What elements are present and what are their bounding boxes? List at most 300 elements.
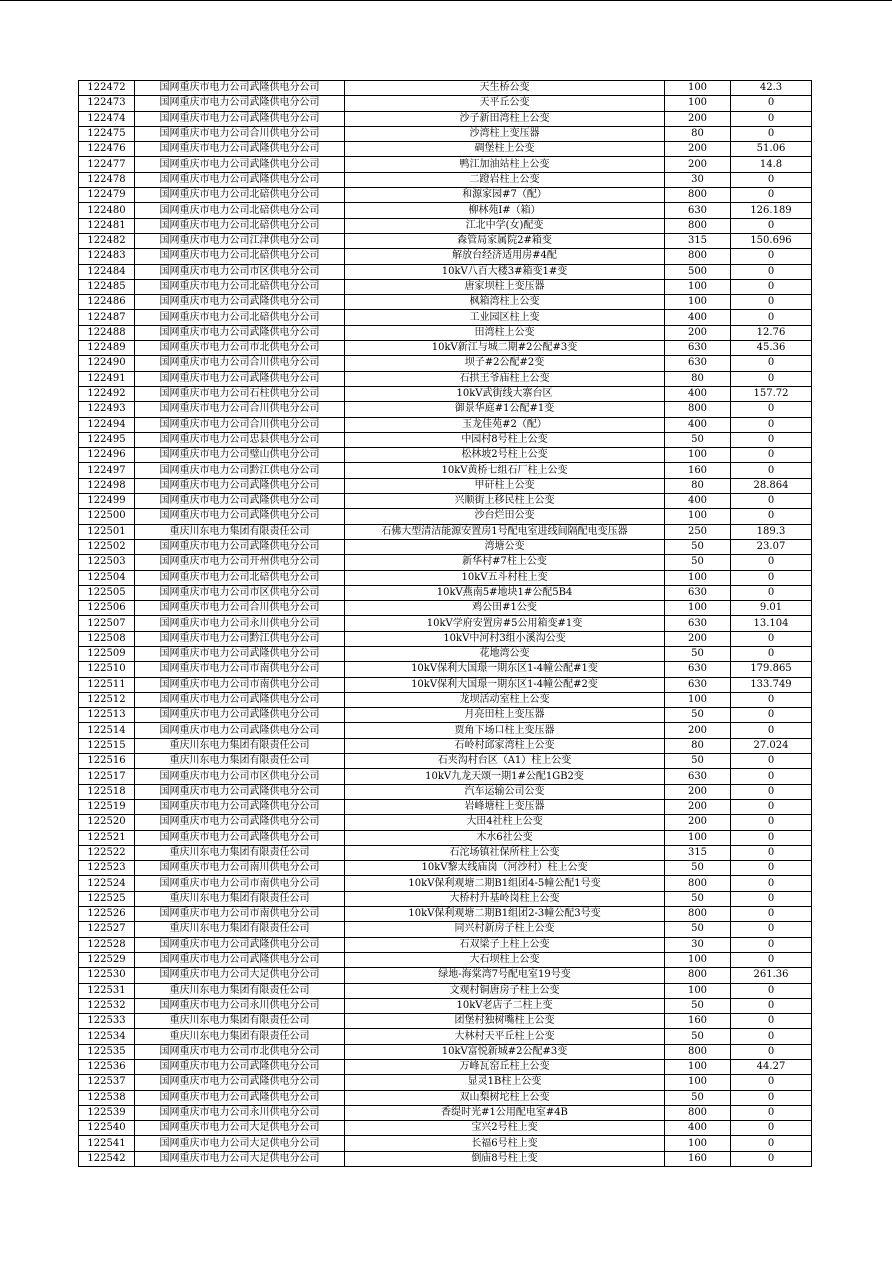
capacity-cell: 100 bbox=[665, 1060, 731, 1075]
value-cell: 0 bbox=[731, 494, 812, 509]
row-id-cell: 122524 bbox=[79, 876, 135, 891]
company-cell: 国网重庆市电力公司武隆供电分公司 bbox=[135, 1060, 345, 1075]
row-id-cell: 122497 bbox=[79, 463, 135, 478]
row-id-cell: 122480 bbox=[79, 203, 135, 218]
company-cell: 国网重庆市电力公司璧山供电分公司 bbox=[135, 448, 345, 463]
company-cell: 国网重庆市电力公司武隆供电分公司 bbox=[135, 1075, 345, 1090]
table-row bbox=[79, 1029, 812, 1044]
capacity-cell: 100 bbox=[665, 448, 731, 463]
table-row bbox=[79, 417, 812, 432]
row-id-cell: 122508 bbox=[79, 631, 135, 646]
row-id-cell: 122529 bbox=[79, 952, 135, 967]
company-cell: 国网重庆市电力公司武隆供电分公司 bbox=[135, 830, 345, 845]
table-row bbox=[79, 310, 812, 325]
transformer-name-cell: 10kV武街线大寨台区 bbox=[345, 386, 665, 401]
value-cell: 0 bbox=[731, 188, 812, 203]
company-cell: 国网重庆市电力公司北碚供电分公司 bbox=[135, 203, 345, 218]
company-cell: 国网重庆市电力公司市北供电分公司 bbox=[135, 1044, 345, 1059]
table-row bbox=[79, 386, 812, 401]
transformer-name-cell: 岩峰塘柱上变压器 bbox=[345, 799, 665, 814]
company-cell: 国网重庆市电力公司永川供电分公司 bbox=[135, 616, 345, 631]
transformer-name-cell: 月亮田柱上变压器 bbox=[345, 708, 665, 723]
row-id-cell: 122472 bbox=[79, 81, 135, 96]
company-cell: 国网重庆市电力公司武隆供电分公司 bbox=[135, 784, 345, 799]
row-id-cell: 122541 bbox=[79, 1136, 135, 1151]
value-cell: 0 bbox=[731, 983, 812, 998]
transformer-name-cell: 10kV新江与城二期#2公配#3变 bbox=[345, 341, 665, 356]
company-cell: 国网重庆市电力公司黔江供电分公司 bbox=[135, 631, 345, 646]
value-cell: 0 bbox=[731, 876, 812, 891]
value-cell: 14.8 bbox=[731, 157, 812, 172]
table-row bbox=[79, 570, 812, 585]
table-row bbox=[79, 218, 812, 233]
row-id-cell: 122519 bbox=[79, 799, 135, 814]
value-cell: 0 bbox=[731, 96, 812, 111]
transformer-name-cell: 石佛大型清洁能源安置房1号配电室进线间隔配电变压器 bbox=[345, 524, 665, 539]
value-cell: 0 bbox=[731, 922, 812, 937]
row-id-cell: 122488 bbox=[79, 325, 135, 340]
company-cell: 国网重庆市电力公司黔江供电分公司 bbox=[135, 463, 345, 478]
company-cell: 国网重庆市电力公司武隆供电分公司 bbox=[135, 325, 345, 340]
company-cell: 国网重庆市电力公司市南供电分公司 bbox=[135, 662, 345, 677]
table-row bbox=[79, 1060, 812, 1075]
capacity-cell: 100 bbox=[665, 81, 731, 96]
capacity-cell: 80 bbox=[665, 738, 731, 753]
table-row bbox=[79, 356, 812, 371]
transformer-name-cell: 10kV富悦新城#2公配#3变 bbox=[345, 1044, 665, 1059]
table-row bbox=[79, 233, 812, 248]
capacity-cell: 800 bbox=[665, 907, 731, 922]
value-cell: 9.01 bbox=[731, 601, 812, 616]
company-cell: 国网重庆市电力公司开州供电分公司 bbox=[135, 555, 345, 570]
value-cell: 0 bbox=[731, 861, 812, 876]
row-id-cell: 122516 bbox=[79, 754, 135, 769]
table-row bbox=[79, 494, 812, 509]
value-cell: 0 bbox=[731, 218, 812, 233]
value-cell: 0 bbox=[731, 799, 812, 814]
table-row bbox=[79, 723, 812, 738]
value-cell: 0 bbox=[731, 402, 812, 417]
company-cell: 国网重庆市电力公司市南供电分公司 bbox=[135, 876, 345, 891]
company-cell: 国网重庆市电力公司武隆供电分公司 bbox=[135, 708, 345, 723]
row-id-cell: 122512 bbox=[79, 692, 135, 707]
table-row bbox=[79, 249, 812, 264]
value-cell: 0 bbox=[731, 830, 812, 845]
capacity-cell: 800 bbox=[665, 218, 731, 233]
table-row bbox=[79, 754, 812, 769]
company-cell: 国网重庆市电力公司北碚供电分公司 bbox=[135, 310, 345, 325]
transformer-name-cell: 10kV老店子二柱上变 bbox=[345, 998, 665, 1013]
transformer-name-cell: 天平丘公变 bbox=[345, 96, 665, 111]
company-cell: 国网重庆市电力公司大足供电分公司 bbox=[135, 968, 345, 983]
transformer-name-cell: 木水6社公变 bbox=[345, 830, 665, 845]
transformer-name-cell: 柳林苑Ⅰ#（箱） bbox=[345, 203, 665, 218]
capacity-cell: 400 bbox=[665, 310, 731, 325]
table-row bbox=[79, 295, 812, 310]
transformer-name-cell: 鸡公田#1公变 bbox=[345, 601, 665, 616]
transformer-name-cell: 花地湾公变 bbox=[345, 646, 665, 661]
transformer-name-cell: 湾塘公变 bbox=[345, 539, 665, 554]
value-cell: 0 bbox=[731, 1105, 812, 1120]
value-cell: 0 bbox=[731, 509, 812, 524]
table-row bbox=[79, 631, 812, 646]
table-row bbox=[79, 539, 812, 554]
row-id-cell: 122477 bbox=[79, 157, 135, 172]
value-cell: 0 bbox=[731, 784, 812, 799]
company-cell: 国网重庆市电力公司北碚供电分公司 bbox=[135, 188, 345, 203]
capacity-cell: 100 bbox=[665, 96, 731, 111]
row-id-cell: 122528 bbox=[79, 937, 135, 952]
value-cell: 42.3 bbox=[731, 81, 812, 96]
capacity-cell: 30 bbox=[665, 937, 731, 952]
row-id-cell: 122482 bbox=[79, 233, 135, 248]
company-cell: 重庆川东电力集团有限责任公司 bbox=[135, 983, 345, 998]
table-row bbox=[79, 830, 812, 845]
capacity-cell: 200 bbox=[665, 799, 731, 814]
table-row bbox=[79, 264, 812, 279]
company-cell: 国网重庆市电力公司北碚供电分公司 bbox=[135, 249, 345, 264]
value-cell: 0 bbox=[731, 1121, 812, 1136]
company-cell: 重庆川东电力集团有限责任公司 bbox=[135, 524, 345, 539]
row-id-cell: 122533 bbox=[79, 1014, 135, 1029]
value-cell: 0 bbox=[731, 754, 812, 769]
value-cell: 261.36 bbox=[731, 968, 812, 983]
capacity-cell: 200 bbox=[665, 111, 731, 126]
row-id-cell: 122503 bbox=[79, 555, 135, 570]
value-cell: 0 bbox=[731, 295, 812, 310]
capacity-cell: 50 bbox=[665, 861, 731, 876]
capacity-cell: 100 bbox=[665, 570, 731, 585]
transformer-name-cell: 石沱场镇社保所柱上公变 bbox=[345, 845, 665, 860]
transformer-name-cell: 长福6号柱上变 bbox=[345, 1136, 665, 1151]
row-id-cell: 122481 bbox=[79, 218, 135, 233]
company-cell: 国网重庆市电力公司大足供电分公司 bbox=[135, 1151, 345, 1166]
capacity-cell: 400 bbox=[665, 494, 731, 509]
company-cell: 重庆川东电力集团有限责任公司 bbox=[135, 754, 345, 769]
value-cell: 0 bbox=[731, 310, 812, 325]
capacity-cell: 200 bbox=[665, 815, 731, 830]
table-row bbox=[79, 1044, 812, 1059]
transformer-name-cell: 倒庙8号柱上变 bbox=[345, 1151, 665, 1166]
transformer-name-cell: 沙台烂田公变 bbox=[345, 509, 665, 524]
value-cell: 27.024 bbox=[731, 738, 812, 753]
row-id-cell: 122491 bbox=[79, 371, 135, 386]
row-id-cell: 122478 bbox=[79, 172, 135, 187]
value-cell: 0 bbox=[731, 1090, 812, 1105]
table-row bbox=[79, 876, 812, 891]
value-cell: 133.749 bbox=[731, 677, 812, 692]
table-row bbox=[79, 646, 812, 661]
value-cell: 0 bbox=[731, 845, 812, 860]
value-cell: 0 bbox=[731, 1014, 812, 1029]
table-row bbox=[79, 937, 812, 952]
transformer-name-cell: 10kV保利大国璟一期东区1-4幢公配#1变 bbox=[345, 662, 665, 677]
company-cell: 国网重庆市电力公司市北供电分公司 bbox=[135, 341, 345, 356]
transformer-name-cell: 中园村8号柱上公变 bbox=[345, 432, 665, 447]
company-cell: 国网重庆市电力公司合川供电分公司 bbox=[135, 126, 345, 141]
row-id-cell: 122515 bbox=[79, 738, 135, 753]
transformer-name-cell: 10kV保利观塘二期B1组团2-3幢公配3号变 bbox=[345, 907, 665, 922]
transformer-name-cell: 10kV中河村3组小溪沟公变 bbox=[345, 631, 665, 646]
company-cell: 国网重庆市电力公司武隆供电分公司 bbox=[135, 494, 345, 509]
transformer-name-cell: 玉龙佳苑#2（配） bbox=[345, 417, 665, 432]
table-row bbox=[79, 968, 812, 983]
transformer-name-cell: 团堡村独树嘴柱上公变 bbox=[345, 1014, 665, 1029]
capacity-cell: 100 bbox=[665, 601, 731, 616]
transformer-name-cell: 贾角下场口柱上变压器 bbox=[345, 723, 665, 738]
transformer-name-cell: 沙子新田湾柱上公变 bbox=[345, 111, 665, 126]
table-row bbox=[79, 845, 812, 860]
value-cell: 0 bbox=[731, 937, 812, 952]
row-id-cell: 122486 bbox=[79, 295, 135, 310]
company-cell: 国网重庆市电力公司大足供电分公司 bbox=[135, 1136, 345, 1151]
company-cell: 国网重庆市电力公司市南供电分公司 bbox=[135, 677, 345, 692]
company-cell: 国网重庆市电力公司武隆供电分公司 bbox=[135, 723, 345, 738]
company-cell: 国网重庆市电力公司石柱供电分公司 bbox=[135, 386, 345, 401]
table-row bbox=[79, 907, 812, 922]
value-cell: 0 bbox=[731, 448, 812, 463]
transformer-name-cell: 大桥村升基岭岗柱上公变 bbox=[345, 891, 665, 906]
company-cell: 重庆川东电力集团有限责任公司 bbox=[135, 738, 345, 753]
table-row bbox=[79, 325, 812, 340]
table-row bbox=[79, 111, 812, 126]
value-cell: 0 bbox=[731, 371, 812, 386]
company-cell: 国网重庆市电力公司合川供电分公司 bbox=[135, 417, 345, 432]
row-id-cell: 122510 bbox=[79, 662, 135, 677]
transformer-name-cell: 甲矸柱上公变 bbox=[345, 478, 665, 493]
value-cell: 0 bbox=[731, 555, 812, 570]
transformer-name-cell: 石双梁子上柱上公变 bbox=[345, 937, 665, 952]
value-cell: 0 bbox=[731, 891, 812, 906]
table-row bbox=[79, 922, 812, 937]
capacity-cell: 200 bbox=[665, 723, 731, 738]
capacity-cell: 200 bbox=[665, 157, 731, 172]
table-row bbox=[79, 279, 812, 294]
company-cell: 国网重庆市电力公司武隆供电分公司 bbox=[135, 172, 345, 187]
table-row bbox=[79, 203, 812, 218]
row-id-cell: 122514 bbox=[79, 723, 135, 738]
transformer-name-cell: 10kV学府安置房#5公用箱变#1变 bbox=[345, 616, 665, 631]
row-id-cell: 122537 bbox=[79, 1075, 135, 1090]
transformer-name-cell: 鸭江加油站柱上公变 bbox=[345, 157, 665, 172]
table-row bbox=[79, 402, 812, 417]
company-cell: 国网重庆市电力公司武隆供电分公司 bbox=[135, 81, 345, 96]
table-row bbox=[79, 784, 812, 799]
row-id-cell: 122534 bbox=[79, 1029, 135, 1044]
capacity-cell: 800 bbox=[665, 1105, 731, 1120]
value-cell: 0 bbox=[731, 417, 812, 432]
row-id-cell: 122511 bbox=[79, 677, 135, 692]
row-id-cell: 122494 bbox=[79, 417, 135, 432]
value-cell: 0 bbox=[731, 585, 812, 600]
value-cell: 0 bbox=[731, 1044, 812, 1059]
company-cell: 国网重庆市电力公司武隆供电分公司 bbox=[135, 952, 345, 967]
transformer-name-cell: 石岭村邱家湾柱上公变 bbox=[345, 738, 665, 753]
row-id-cell: 122513 bbox=[79, 708, 135, 723]
company-cell: 国网重庆市电力公司大足供电分公司 bbox=[135, 1121, 345, 1136]
value-cell: 44.27 bbox=[731, 1060, 812, 1075]
table-row bbox=[79, 983, 812, 998]
value-cell: 126.189 bbox=[731, 203, 812, 218]
transformer-name-cell: 二蹬岩柱上公变 bbox=[345, 172, 665, 187]
row-id-cell: 122479 bbox=[79, 188, 135, 203]
row-id-cell: 122522 bbox=[79, 845, 135, 860]
row-id-cell: 122502 bbox=[79, 539, 135, 554]
company-cell: 国网重庆市电力公司武隆供电分公司 bbox=[135, 937, 345, 952]
row-id-cell: 122538 bbox=[79, 1090, 135, 1105]
transformer-name-cell: 枫箱湾柱上公变 bbox=[345, 295, 665, 310]
capacity-cell: 400 bbox=[665, 417, 731, 432]
table-row bbox=[79, 432, 812, 447]
value-cell: 0 bbox=[731, 1136, 812, 1151]
table-row bbox=[79, 1151, 812, 1166]
table-row bbox=[79, 677, 812, 692]
value-cell: 150.696 bbox=[731, 233, 812, 248]
table-row bbox=[79, 1014, 812, 1029]
company-cell: 国网重庆市电力公司武隆供电分公司 bbox=[135, 111, 345, 126]
transformer-name-cell: 碉堡柱上公变 bbox=[345, 142, 665, 157]
table-row bbox=[79, 601, 812, 616]
table-row bbox=[79, 371, 812, 386]
company-cell: 国网重庆市电力公司合川供电分公司 bbox=[135, 402, 345, 417]
table-row bbox=[79, 708, 812, 723]
row-id-cell: 122525 bbox=[79, 891, 135, 906]
capacity-cell: 160 bbox=[665, 463, 731, 478]
capacity-cell: 630 bbox=[665, 203, 731, 218]
transformer-name-cell: 新华村#7柱上公变 bbox=[345, 555, 665, 570]
company-cell: 国网重庆市电力公司市南供电分公司 bbox=[135, 907, 345, 922]
row-id-cell: 122506 bbox=[79, 601, 135, 616]
table-row bbox=[79, 738, 812, 753]
table-row bbox=[79, 952, 812, 967]
capacity-cell: 50 bbox=[665, 891, 731, 906]
table-row bbox=[79, 998, 812, 1013]
capacity-cell: 800 bbox=[665, 968, 731, 983]
capacity-cell: 80 bbox=[665, 371, 731, 386]
transformer-name-cell: 10kV黄桥七组石厂柱上公变 bbox=[345, 463, 665, 478]
value-cell: 0 bbox=[731, 952, 812, 967]
capacity-cell: 160 bbox=[665, 1151, 731, 1166]
transformer-name-cell: 坝子#2公配#2变 bbox=[345, 356, 665, 371]
row-id-cell: 122501 bbox=[79, 524, 135, 539]
table-row bbox=[79, 662, 812, 677]
company-cell: 国网重庆市电力公司武隆供电分公司 bbox=[135, 96, 345, 111]
company-cell: 国网重庆市电力公司市区供电分公司 bbox=[135, 264, 345, 279]
company-cell: 国网重庆市电力公司武隆供电分公司 bbox=[135, 142, 345, 157]
company-cell: 国网重庆市电力公司武隆供电分公司 bbox=[135, 157, 345, 172]
value-cell: 0 bbox=[731, 723, 812, 738]
capacity-cell: 800 bbox=[665, 188, 731, 203]
transformer-name-cell: 绿地-海棠湾7号配电室19号变 bbox=[345, 968, 665, 983]
transformer-name-cell: 同兴村新房子柱上公变 bbox=[345, 922, 665, 937]
capacity-cell: 800 bbox=[665, 249, 731, 264]
capacity-cell: 315 bbox=[665, 233, 731, 248]
capacity-cell: 630 bbox=[665, 769, 731, 784]
row-id-cell: 122484 bbox=[79, 264, 135, 279]
company-cell: 国网重庆市电力公司忠县供电分公司 bbox=[135, 432, 345, 447]
value-cell: 0 bbox=[731, 646, 812, 661]
value-cell: 0 bbox=[731, 1075, 812, 1090]
row-id-cell: 122536 bbox=[79, 1060, 135, 1075]
capacity-cell: 160 bbox=[665, 1014, 731, 1029]
capacity-cell: 800 bbox=[665, 402, 731, 417]
value-cell: 0 bbox=[731, 126, 812, 141]
value-cell: 0 bbox=[731, 249, 812, 264]
value-cell: 0 bbox=[731, 708, 812, 723]
transformer-name-cell: 大林村天平丘柱上公变 bbox=[345, 1029, 665, 1044]
value-cell: 23.07 bbox=[731, 539, 812, 554]
transformer-name-cell: 松林坡2号柱上公变 bbox=[345, 448, 665, 463]
transformer-name-cell: 森管局家属院2#箱变 bbox=[345, 233, 665, 248]
transformer-name-cell: 龙坝活动室柱上公变 bbox=[345, 692, 665, 707]
table-row bbox=[79, 1136, 812, 1151]
transformer-name-cell: 10kV保利大国璟一期东区1-4幢公配#2变 bbox=[345, 677, 665, 692]
capacity-cell: 50 bbox=[665, 998, 731, 1013]
row-id-cell: 122540 bbox=[79, 1121, 135, 1136]
company-cell: 国网重庆市电力公司市区供电分公司 bbox=[135, 585, 345, 600]
transformer-name-cell: 沙湾柱上变压器 bbox=[345, 126, 665, 141]
transformer-name-cell: 10kV五斗村柱上变 bbox=[345, 570, 665, 585]
value-cell: 0 bbox=[731, 769, 812, 784]
capacity-cell: 100 bbox=[665, 952, 731, 967]
transformer-name-cell: 天生桥公变 bbox=[345, 81, 665, 96]
row-id-cell: 122500 bbox=[79, 509, 135, 524]
capacity-cell: 400 bbox=[665, 386, 731, 401]
table-row bbox=[79, 692, 812, 707]
row-id-cell: 122531 bbox=[79, 983, 135, 998]
transformer-name-cell: 唐家坝柱上变压器 bbox=[345, 279, 665, 294]
transformer-table bbox=[78, 80, 812, 1167]
transformer-name-cell: 大石坝柱上公变 bbox=[345, 952, 665, 967]
capacity-cell: 50 bbox=[665, 708, 731, 723]
row-id-cell: 122489 bbox=[79, 341, 135, 356]
company-cell: 国网重庆市电力公司江津供电分公司 bbox=[135, 233, 345, 248]
transformer-name-cell: 双山梨树坨柱上公变 bbox=[345, 1090, 665, 1105]
value-cell: 0 bbox=[731, 172, 812, 187]
transformer-name-cell: 石拱王爷庙柱上公变 bbox=[345, 371, 665, 386]
table-row bbox=[79, 96, 812, 111]
row-id-cell: 122475 bbox=[79, 126, 135, 141]
table-row bbox=[79, 585, 812, 600]
table-row bbox=[79, 555, 812, 570]
company-cell: 重庆川东电力集团有限责任公司 bbox=[135, 1014, 345, 1029]
table-row bbox=[79, 463, 812, 478]
capacity-cell: 50 bbox=[665, 432, 731, 447]
transformer-name-cell: 万峰瓦窑丘柱上公变 bbox=[345, 1060, 665, 1075]
table-row bbox=[79, 1090, 812, 1105]
value-cell: 0 bbox=[731, 907, 812, 922]
row-id-cell: 122539 bbox=[79, 1105, 135, 1120]
capacity-cell: 315 bbox=[665, 845, 731, 860]
value-cell: 0 bbox=[731, 631, 812, 646]
company-cell: 国网重庆市电力公司北碚供电分公司 bbox=[135, 279, 345, 294]
company-cell: 国网重庆市电力公司市区供电分公司 bbox=[135, 769, 345, 784]
company-cell: 国网重庆市电力公司永川供电分公司 bbox=[135, 998, 345, 1013]
table-row bbox=[79, 172, 812, 187]
capacity-cell: 100 bbox=[665, 279, 731, 294]
table-row bbox=[79, 81, 812, 96]
transformer-name-cell: 10kV保利观塘二期B1组团4-5幢公配1号变 bbox=[345, 876, 665, 891]
value-cell: 0 bbox=[731, 1151, 812, 1166]
row-id-cell: 122532 bbox=[79, 998, 135, 1013]
table-row bbox=[79, 142, 812, 157]
row-id-cell: 122526 bbox=[79, 907, 135, 922]
table-row bbox=[79, 188, 812, 203]
transformer-name-cell: 江北中学(女)配变 bbox=[345, 218, 665, 233]
table-row bbox=[79, 509, 812, 524]
capacity-cell: 100 bbox=[665, 1075, 731, 1090]
value-cell: 0 bbox=[731, 356, 812, 371]
